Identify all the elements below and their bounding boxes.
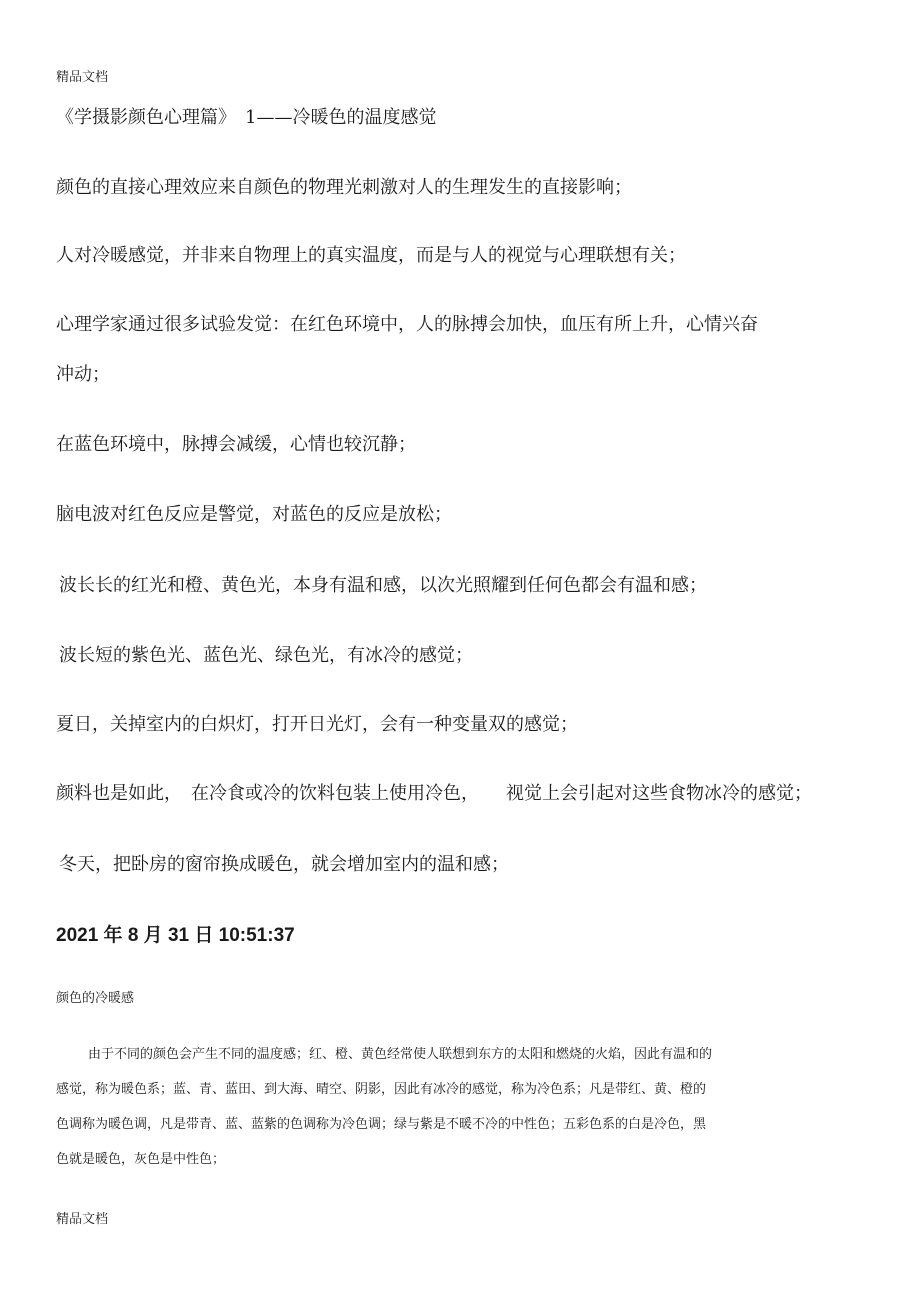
section-line: 感觉，称为暖色系；蓝、青、蓝田、到大海、晴空、阴影，因此有冰冷的感觉，称为冷色系；凡是带红、黄、橙的 — [56, 1082, 707, 1097]
paragraph: 冬天，把卧房的窗帘换成暖色，就会增加室内的温和感； — [59, 854, 509, 875]
timestamp: 2021 年 8 月 31 日 10:51:37 — [56, 925, 295, 946]
paragraph: 波长长的红光和橙、黄色光，本身有温和感，以次光照耀到任何色都会有温和感； — [59, 575, 707, 596]
paragraph: 人对冷暖感觉，并非来自物理上的真实温度，而是与人的视觉与心理联想有关； — [56, 245, 686, 266]
header-watermark: 精品文档 — [56, 70, 109, 85]
paragraph: 波长短的紫色光、蓝色光、绿色光，有冰冷的感觉； — [59, 645, 473, 666]
paragraph: 夏日，关掉室内的白炽灯，打开日光灯，会有一种变量双的感觉； — [56, 714, 578, 735]
paragraph: 颜料也是如此， 在冷食或冷的饮料包装上使用冷色， 视觉上会引起对这些食物冰冷的感觉； — [56, 783, 812, 804]
section-title: 颜色的冷暖感 — [56, 991, 135, 1006]
paragraph: 颜色的直接心理效应来自颜色的物理光刺激对人的生理发生的直接影响； — [56, 177, 632, 198]
paragraph: 心理学家通过很多试验发觉：在红色环境中，人的脉搏会加快，血压有所上升，心情兴奋 — [56, 314, 758, 335]
section-line: 由于不同的颜色会产生不同的温度感；红、橙、黄色经常使人联想到东方的太阳和燃烧的火焰，因此有温和的 — [88, 1047, 713, 1062]
paragraph: 脑电波对红色反应是警觉，对蓝色的反应是放松； — [56, 504, 452, 525]
footer-watermark: 精品文档 — [56, 1212, 109, 1227]
document-title: 《学摄影颜色心理篇》 1——冷暖色的温度感觉 — [56, 107, 437, 128]
paragraph: 在蓝色环境中，脉搏会减缓，心情也较沉静； — [56, 434, 416, 455]
section-line: 色就是暖色，灰色是中性色； — [56, 1152, 226, 1167]
section-line: 色调称为暖色调，凡是带青、蓝、蓝紫的色调称为冷色调；绿与紫是不暖不冷的中性色；五彩色系的白是冷色，黑 — [56, 1117, 707, 1132]
paragraph-continuation: 冲动； — [56, 364, 110, 385]
